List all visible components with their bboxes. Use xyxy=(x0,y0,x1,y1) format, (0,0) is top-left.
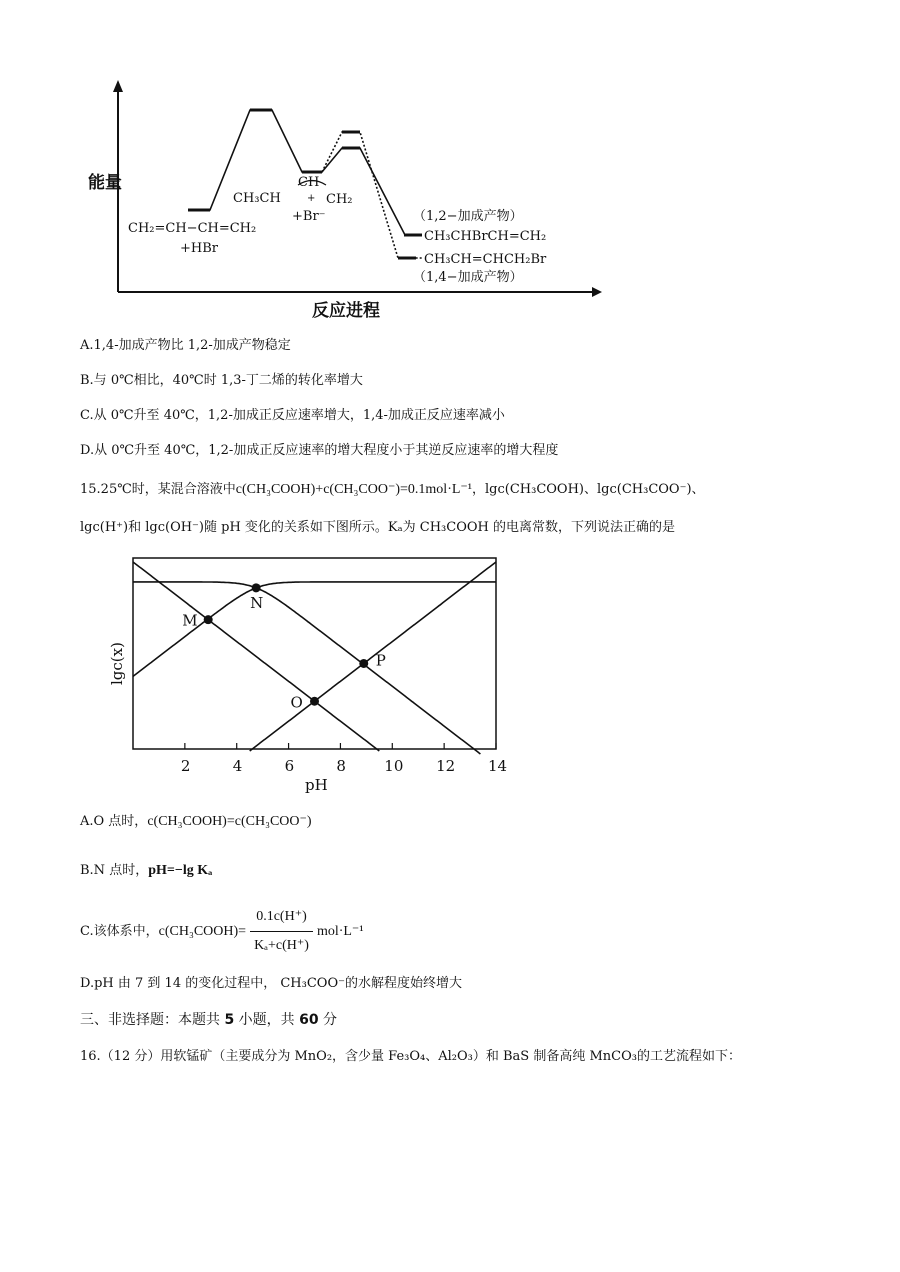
q15-prefix: 15.25℃时，某混合溶液中 xyxy=(80,482,236,497)
q15-b-formula: pH=−lg Kₐ xyxy=(148,863,213,878)
section3-suffix: 分 xyxy=(318,1012,338,1028)
q14-option-b: B.与 0℃相比，40℃时 1,3-丁二烯的转化率增大 xyxy=(80,373,363,388)
q15-c-fraction xyxy=(250,905,313,958)
q15-a-prefix: A.O 点时， xyxy=(80,814,148,829)
q15-stem-line1 xyxy=(80,481,705,499)
q15-stem-line2: lgc(H⁺)和 lgc(OH⁻)随 pH 变化的关系如下图所示。Kₐ为 CH₃COOH 的电离常数，下列说法正确的是 xyxy=(80,520,676,535)
q15-c-lhs: c(CH₃COOH)= xyxy=(158,924,247,939)
intermediate-line2: +Br⁻ xyxy=(292,209,326,224)
q15-suffix: ，lgc(CH₃COOH)、lgc(CH₃COO⁻)、 xyxy=(472,482,705,497)
q14-option-c: C.从 0℃升至 40℃，1,2-加成正反应速率增大，1,4-加成正反应速率减小 xyxy=(80,408,505,423)
point-n xyxy=(252,583,261,592)
chart-xlabel: pH xyxy=(305,776,328,794)
q15-option-a xyxy=(80,813,312,831)
point-label-m: M xyxy=(182,611,198,630)
x-tick-label-2: 2 xyxy=(180,757,191,775)
curve-lgc-oh xyxy=(250,562,496,751)
reactant-line1: CH₂=CH−CH=CH₂ xyxy=(128,221,257,236)
section3-mid: 小题，共 xyxy=(234,1012,300,1028)
chart-frame xyxy=(133,558,496,749)
q15-c-unit: mol·L⁻¹ xyxy=(316,924,364,939)
energy-diagram xyxy=(0,0,900,330)
product14-formula: CH₃CH=CHCH₂Br xyxy=(424,252,547,267)
point-p xyxy=(359,659,368,668)
x-tick-label-12: 12 xyxy=(436,757,456,775)
x-tick-label-6: 6 xyxy=(284,757,295,775)
product12-label: （1,2−加成产物） xyxy=(413,209,523,224)
x-tick-label-10: 10 xyxy=(384,757,404,775)
point-label-o: O xyxy=(290,693,303,712)
energy-y-label-1: 能量 xyxy=(88,173,122,193)
q15-option-d: D.pH 由 7 到 14 的变化过程中， CH₃COO⁻的水解程度始终增大 xyxy=(80,976,462,991)
q14-option-d: D.从 0℃升至 40℃，1,2-加成正反应速率的增大程度小于其逆反应速率的增大程度 xyxy=(80,443,559,458)
q15-c-numerator: 0.1c(H⁺) xyxy=(250,905,313,932)
section3-prefix: 三、非选择题：本题共 xyxy=(80,1012,225,1028)
curve-lgc-ch3cooh xyxy=(133,582,480,754)
point-label-n: N xyxy=(250,593,264,612)
q15-c-denominator: Kₐ+c(H⁺) xyxy=(254,938,309,953)
product12-formula: CH₃CHBrCH=CH₂ xyxy=(424,229,547,244)
q15-c-prefix: C.该体系中， xyxy=(80,924,159,939)
energy-x-label: 反应进程 xyxy=(312,301,380,321)
chart-ylabel: lgc(x) xyxy=(108,642,126,685)
point-label-p: P xyxy=(375,651,386,670)
section3-score: 60 xyxy=(299,1012,319,1028)
q14-option-a: A.1,4-加成产物比 1,2-加成产物稳定 xyxy=(80,338,291,353)
q15-b-prefix: B.N 点时， xyxy=(80,863,149,878)
section3-heading xyxy=(80,1011,337,1029)
x-tick-label-8: 8 xyxy=(336,757,346,775)
intermediate-ch2: CH₂ xyxy=(326,192,353,207)
product14-label: （1,4−加成产物） xyxy=(413,270,523,285)
point-m xyxy=(204,615,213,624)
intermediate-plus: + xyxy=(307,193,316,204)
energy-x-arrow xyxy=(592,287,602,297)
section3-count: 5 xyxy=(224,1012,235,1028)
energy-y-arrow xyxy=(113,80,123,92)
q16-stem: 16.（12 分）用软锰矿（主要成分为 MnO₂，含少量 Fe₃O₄、Al₂O₃）和 BaS 制备高纯 MnCO₃的工艺流程如下： xyxy=(80,1049,741,1064)
q15-equation: c(CH₃COOH)+c(CH₃COO⁻)=0.1mol·L⁻¹ xyxy=(235,482,472,497)
intermediate-line1: CH₃CH xyxy=(233,191,281,206)
reactant-line2: +HBr xyxy=(180,241,218,256)
q15-option-b xyxy=(80,862,212,880)
intermediate-ch: CH xyxy=(298,175,320,190)
x-tick-label-4: 4 xyxy=(232,757,243,775)
lgc-ph-chart xyxy=(0,545,900,805)
point-o xyxy=(310,697,319,706)
x-tick-label-14: 14 xyxy=(488,757,508,775)
q15-a-formula: c(CH₃COOH)=c(CH₃COO⁻) xyxy=(147,814,312,829)
q15-option-c xyxy=(80,905,364,958)
